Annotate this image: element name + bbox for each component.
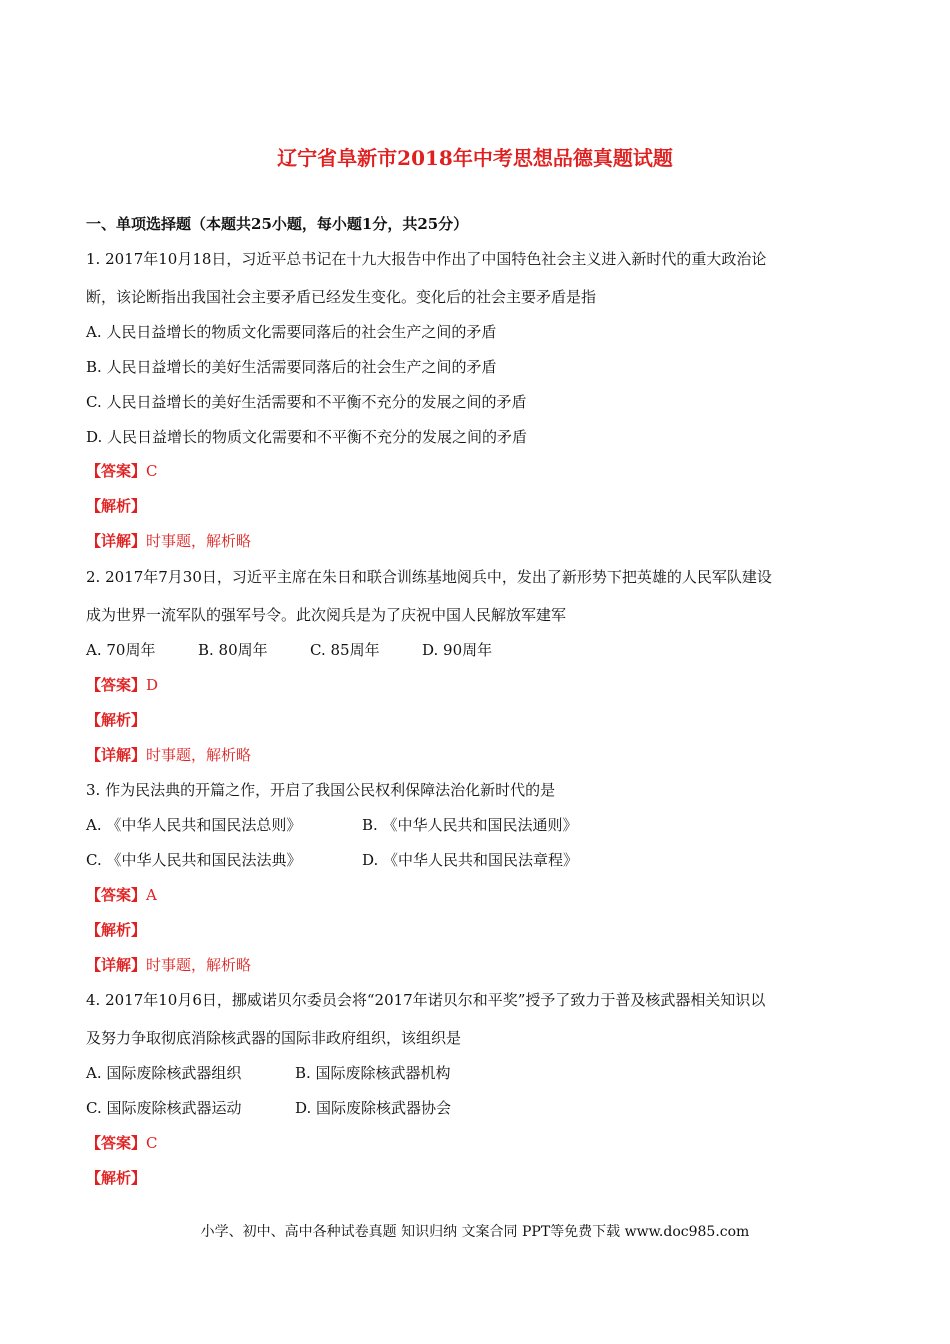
question-3-detail [86,954,251,975]
detail-label: 【详解】 [86,532,147,550]
question-4-option-c: C. 国际废除核武器运动 [86,1099,242,1117]
question-2-option-a: A. 70周年 [86,641,156,659]
question-1-answer [86,460,158,481]
answer-label: 【答案】 [86,676,147,694]
question-3-options-row-1 [86,814,578,835]
question-3-analysis-label: 【解析】 [86,921,147,939]
detail-label: 【详解】 [86,746,147,764]
question-2-option-c: C. 85周年 [310,641,380,659]
answer-label: 【答案】 [86,1134,147,1152]
section-heading: 一、单项选择题（本题共25小题，每小题1分，共25分） [86,215,469,233]
question-3-option-c: C. 《中华人民共和国民法法典》 [86,851,302,869]
question-2-options [86,639,492,660]
question-1-option-a: A. 人民日益增长的物质文化需要同落后的社会生产之间的矛盾 [86,323,497,341]
question-4-analysis-label: 【解析】 [86,1169,147,1187]
question-4-option-d: D. 国际废除核武器协会 [295,1099,452,1117]
question-3-option-b: B. 《中华人民共和国民法通则》 [362,816,578,834]
answer-value: A [146,886,157,904]
question-3-option-a: A. 《中华人民共和国民法总则》 [86,816,302,834]
question-1-detail [86,530,251,551]
question-3-options-row-2 [86,849,578,870]
page-footer: 小学、初中、高中各种试卷真题 知识归纳 文案合同 PPT等免费下载 www.doc985.com [200,1224,750,1240]
question-2-analysis-label: 【解析】 [86,711,147,729]
question-2-detail [86,744,251,765]
answer-label: 【答案】 [86,462,147,480]
question-4-stem-line-2: 及努力争取彻底消除核武器的国际非政府组织，该组织是 [86,1029,462,1047]
page-title: 辽宁省阜新市2018年中考思想品德真题试题 [277,146,673,170]
question-2-option-d: D. 90周年 [422,641,493,659]
question-1-option-b: B. 人民日益增长的美好生活需要同落后的社会生产之间的矛盾 [86,358,497,376]
question-2-stem-line-1: 2. 2017年7月30日，习近平主席在朱日和联合训练基地阅兵中，发出了新形势下把英雄的人民军队建设 [86,568,772,586]
question-2-option-b: B. 80周年 [198,641,268,659]
question-3-answer [86,884,157,905]
detail-label: 【详解】 [86,956,147,974]
question-1-option-d: D. 人民日益增长的物质文化需要和不平衡不充分的发展之间的矛盾 [86,428,528,446]
question-1-option-c: C. 人民日益增长的美好生活需要和不平衡不充分的发展之间的矛盾 [86,393,527,411]
question-4-options-row-1 [86,1062,451,1083]
question-1-stem-line-1: 1. 2017年10月18日，习近平总书记在十九大报告中作出了中国特色社会主义进入新时代的重大政治论 [86,250,767,268]
question-4-stem-line-1: 4. 2017年10月6日，挪威诺贝尔委员会将“2017年诺贝尔和平奖”授予了致力于普及核武器相关知识以 [86,991,766,1009]
question-4-option-a: A. 国际废除核武器组织 [86,1064,242,1082]
detail-text: 时事题，解析略 [146,956,252,974]
detail-text: 时事题，解析略 [146,532,252,550]
answer-value: C [146,462,158,480]
question-4-answer [86,1132,158,1153]
question-1-analysis-label: 【解析】 [86,497,147,515]
question-2-answer [86,674,158,695]
answer-value: D [146,676,159,694]
question-4-option-b: B. 国际废除核武器机构 [295,1064,451,1082]
detail-text: 时事题，解析略 [146,746,252,764]
question-4-options-row-2 [86,1097,451,1118]
answer-label: 【答案】 [86,886,147,904]
question-3-option-d: D. 《中华人民共和国民法章程》 [362,851,579,869]
question-2-stem-line-2: 成为世界一流军队的强军号令。此次阅兵是为了庆祝中国人民解放军建军 [86,606,567,624]
question-3-stem: 3. 作为民法典的开篇之作，开启了我国公民权利保障法治化新时代的是 [86,781,556,799]
question-1-stem-line-2: 断，该论断指出我国社会主要矛盾已经发生变化。变化后的社会主要矛盾是指 [86,288,597,306]
answer-value: C [146,1134,158,1152]
